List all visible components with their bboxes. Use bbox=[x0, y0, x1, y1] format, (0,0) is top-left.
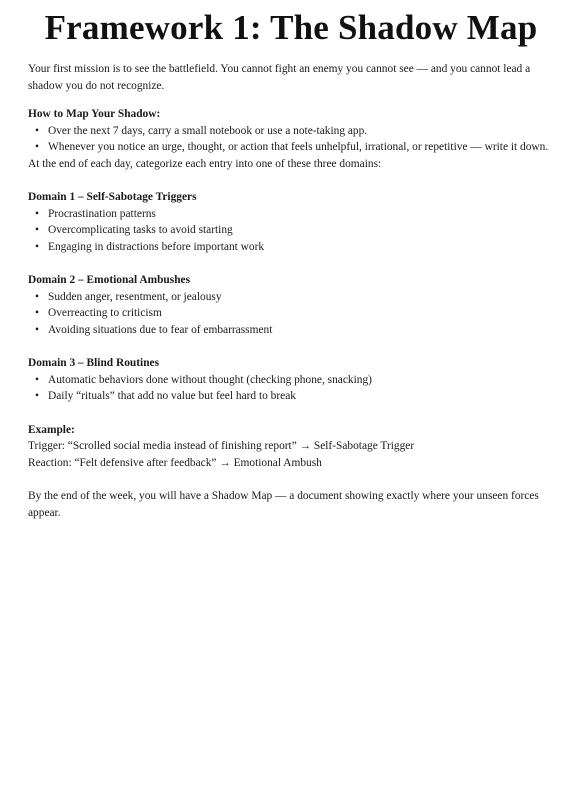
domain-1-list bbox=[28, 206, 554, 256]
list-item: • Whenever you notice an urge, thought, or action that feels unhelpful, irrational, or repetitive — write it down. bbox=[48, 139, 554, 156]
list-item: • Over the next 7 days, carry a small notebook or use a note-taking app. bbox=[48, 123, 554, 140]
how-to-after-text: At the end of each day, categorize each entry into one of these three domains: bbox=[28, 157, 382, 170]
example-heading: Example: bbox=[28, 423, 75, 436]
example-section bbox=[28, 422, 554, 472]
closing-paragraph: By the end of the week, you will have a Shadow Map — a document showing exactly where your unseen forces appear. bbox=[28, 490, 539, 519]
page-title: Framework 1: The Shadow Map bbox=[44, 8, 538, 47]
intro-paragraph: Your first mission is to see the battlefield. You cannot fight an enemy you cannot see — and you cannot lead a shadow you do not recognize. bbox=[28, 63, 531, 92]
domain-2-list bbox=[28, 289, 554, 339]
list-item: • Sudden anger, resentment, or jealousy bbox=[48, 289, 554, 306]
how-to-list bbox=[28, 123, 554, 156]
list-item: • Avoiding situations due to fear of embarrassment bbox=[48, 322, 554, 339]
domain-3-section bbox=[28, 355, 554, 405]
example-reaction-line: Reaction: “Felt defensive after feedback” → Emotional Ambush bbox=[28, 456, 322, 469]
how-to-section bbox=[28, 106, 554, 172]
domain-1-section bbox=[28, 189, 554, 255]
domain-2-heading: Domain 2 – Emotional Ambushes bbox=[28, 274, 191, 286]
domain-3-list bbox=[28, 372, 554, 405]
list-item: • Procrastination patterns bbox=[48, 206, 554, 223]
list-item: • Overcomplicating tasks to avoid starting bbox=[48, 222, 554, 239]
domain-2-section bbox=[28, 272, 554, 338]
list-item: • Engaging in distractions before important work bbox=[48, 239, 554, 256]
list-item: • Overreacting to criticism bbox=[48, 305, 554, 322]
domain-3-heading: Domain 3 – Blind Routines bbox=[28, 357, 160, 369]
example-trigger-line: Trigger: “Scrolled social media instead of finishing report” → Self-Sabotage Trigger bbox=[28, 440, 415, 452]
list-item: • Automatic behaviors done without thought (checking phone, snacking) bbox=[48, 372, 554, 389]
how-to-heading: How to Map Your Shadow: bbox=[28, 108, 161, 120]
list-item: • Daily “rituals” that add no value but feel hard to break bbox=[48, 388, 554, 405]
domain-1-heading: Domain 1 – Self-Sabotage Triggers bbox=[28, 191, 197, 203]
